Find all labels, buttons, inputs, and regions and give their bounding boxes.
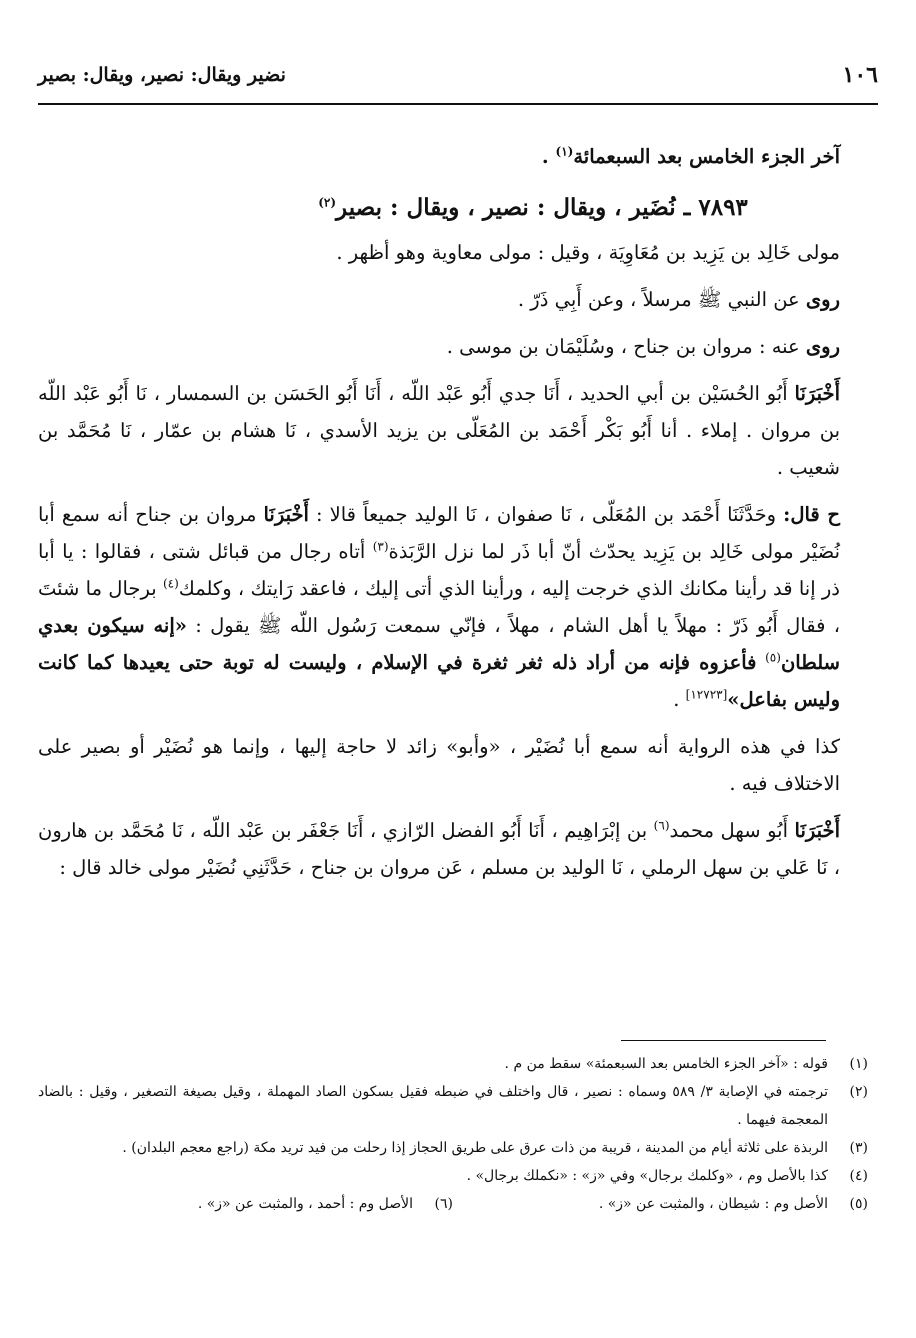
hadith-text-c: مروان بن جناح أنه سمع أبا نُضَيْر مولى خَالِد بن يَزِيد يحدّث أنّ أبا ذَر لما نزل الرَّبَذة [38, 503, 840, 563]
footnote-number: (١) [849, 1056, 868, 1072]
hadith-quote-b: فأعزوه فإنه من أراد ذله ثغر ثغرة في الإسلام ، وليست له توبة حتى يعيدها كما كانت وليس بفاعل» [38, 651, 840, 711]
footnote-ref-5: (٥) [765, 650, 781, 665]
paragraph-narrated-by [38, 328, 878, 365]
paragraph-client: مولى خَالِد بن يَزِيد بن مُعَاوِيَة ، وقيل : مولى معاوية وهو أظهر . [336, 241, 840, 264]
footnote-ref-4: (٤) [162, 576, 179, 591]
hadith-akhbarana: أَخْبَرَنَا [263, 503, 309, 526]
footnote-number: (٦) [434, 1196, 453, 1212]
part-end-note: آخر الجزء الخامس بعد السبعمائة$^{(١)}$ . [541, 144, 840, 168]
footnote-ref-3: (٣) [372, 539, 389, 554]
hadith-end: . [673, 688, 680, 711]
page-header [38, 62, 878, 92]
hadith-text-e: برجال ما شئتَ ، فقال أَبُو ذَرّ : مهلاً يا أهل الشام ، مهلاً ، فإنّي سمعت رَسُول اللّه ﷺ يقول : [38, 577, 840, 637]
narrated-from-text: عن النبي ﷺ مرسلاً ، وعن أَبِي ذَرّ . [517, 288, 800, 311]
isnad-1-lead: أَخْبَرَنَا [794, 382, 840, 405]
entry-name: نُضَير ، ويقال : نصير ، ويقال : بصير [336, 194, 676, 221]
footnote-rule [621, 1040, 826, 1041]
paragraph-narrated-from [38, 281, 878, 318]
paragraph-isnad-2 [38, 812, 878, 886]
entry-title [38, 189, 878, 226]
isnad-1-text: أَبُو الحُسَيْن بن أبي الحديد ، أَنَا جدي أَبُو عَبْد اللّه ، أَنَا أَبُو الحَسَن بن السمسار ، نَا أَبُو عَبْد اللّه بن مروان . إملاء . أنا أَبُو بَكْر أَحْمَد بن المُعَلّى بن يزيد الأسدي ، نَا هشام بن عمّار ، نَا مُحَمَّد بن شعيب . [38, 382, 840, 479]
hadith-text-d: أتاه رجال من قبائل شتى ، فقالوا : يا أبا ذر إنا قد رأينا مكانك الذي خرجت إليه ، ورأينا الذي أتى إليك ، فاعقد رَايتك ، وكلمك [38, 540, 840, 600]
footnote [38, 1078, 868, 1134]
footnote-text: ترجمته في الإصابة ٣/ ٥٨٩ وسماه : نصير ، قال واختلف في ضبطه فقيل بسكون الصاد المهملة ، وقيل بصيغة التصغير ، وقيل : بالضاد المعجمة فيهما . [38, 1084, 828, 1128]
narrated-from-lead: روى [805, 288, 840, 311]
part-end-text: آخر الجزء الخامس بعد السبعمائة [573, 145, 840, 168]
footnote [38, 1190, 453, 1218]
footnotes [38, 1050, 868, 1218]
isnad-2-text-b: بن إبْرَاهِيم ، أَنَا أَبُو الفضل الرّازي ، أَنَا جَعْفَر بن عَبْد اللّه ، نَا مُحَمَّد بن هارون ، نَا عَلي بن سهل الرملي ، نَا الوليد بن مسلم ، عَن مروان بن جناح ، حَدَّثَنِي نُضَيْر مولى خالد قال : [38, 819, 840, 879]
hadith-number: [١٢٧٢٣] [685, 687, 728, 702]
footnote-text: قوله : «آخر الجزء الخامس بعد السبعمئة» سقط من م . [504, 1056, 828, 1072]
hadith-quote-a: «إنه سيكون بعدي سلطان [38, 614, 840, 674]
footnote-pair [38, 1190, 868, 1218]
footnote-number: (٢) [849, 1084, 868, 1100]
entry-number: ٧٨٩٣ ـ [683, 194, 748, 221]
footnote-number: (٤) [849, 1168, 868, 1184]
footnote-ref-1: (١) [555, 144, 574, 159]
main-text [38, 138, 878, 896]
footnote [38, 1162, 868, 1190]
footnote-ref-2: (٢) [318, 195, 337, 210]
narrated-by-text: عنه : مروان بن جناح ، وسُلَيْمَان بن موسى . [446, 335, 800, 358]
footnote-text: كذا بالأصل وم ، «وكلمك برجال» وفي «ز» : «نكملك برجال» . [466, 1168, 828, 1184]
isnad-2-lead: أَخْبَرَنَا [794, 819, 841, 842]
narrated-by-lead: روى [805, 335, 840, 358]
footnote-number: (٣) [849, 1140, 868, 1156]
footnote [38, 1050, 868, 1078]
footnote-text: الربذة على ثلاثة أيام من المدينة ، قريبة من ذات عرق على طريق الحجاز إذا رحلت من فيد تريد مكة (راجع معجم البلدان) . [122, 1140, 828, 1156]
footnote-number: (٥) [849, 1196, 868, 1212]
header-rule [38, 103, 878, 105]
page-number: ١٠٦ [842, 62, 878, 88]
hadith-lead: ح قال: [783, 503, 840, 526]
paragraph-commentary: كذا في هذه الرواية أنه سمع أبا نُضَيْر ، «وأبو» زائد لا حاجة إليها ، وإنما هو نُضَيْر أو بصير على الاختلاف فيه . [38, 735, 840, 795]
footnote-ref-6: (٦) [653, 818, 670, 833]
running-title: نضير ويقال: نصير، ويقال: بصير [38, 64, 286, 86]
footnote [453, 1190, 868, 1218]
paragraph-isnad-1 [38, 375, 878, 486]
isnad-2-text-a: أَبُو سهل محمد [669, 819, 789, 842]
hadith-text-a: وحَدَّثَنَا أَحْمَد بن المُعَلّى ، نَا صفوان ، نَا الوليد جميعاً قالا : [315, 503, 777, 526]
footnote [38, 1134, 868, 1162]
paragraph-hadith [38, 496, 878, 718]
footnote-text: الأصل وم : شيطان ، والمثبت عن «ز» . [598, 1196, 828, 1212]
footnote-text: الأصل وم : أحمد ، والمثبت عن «ز» . [197, 1196, 413, 1212]
